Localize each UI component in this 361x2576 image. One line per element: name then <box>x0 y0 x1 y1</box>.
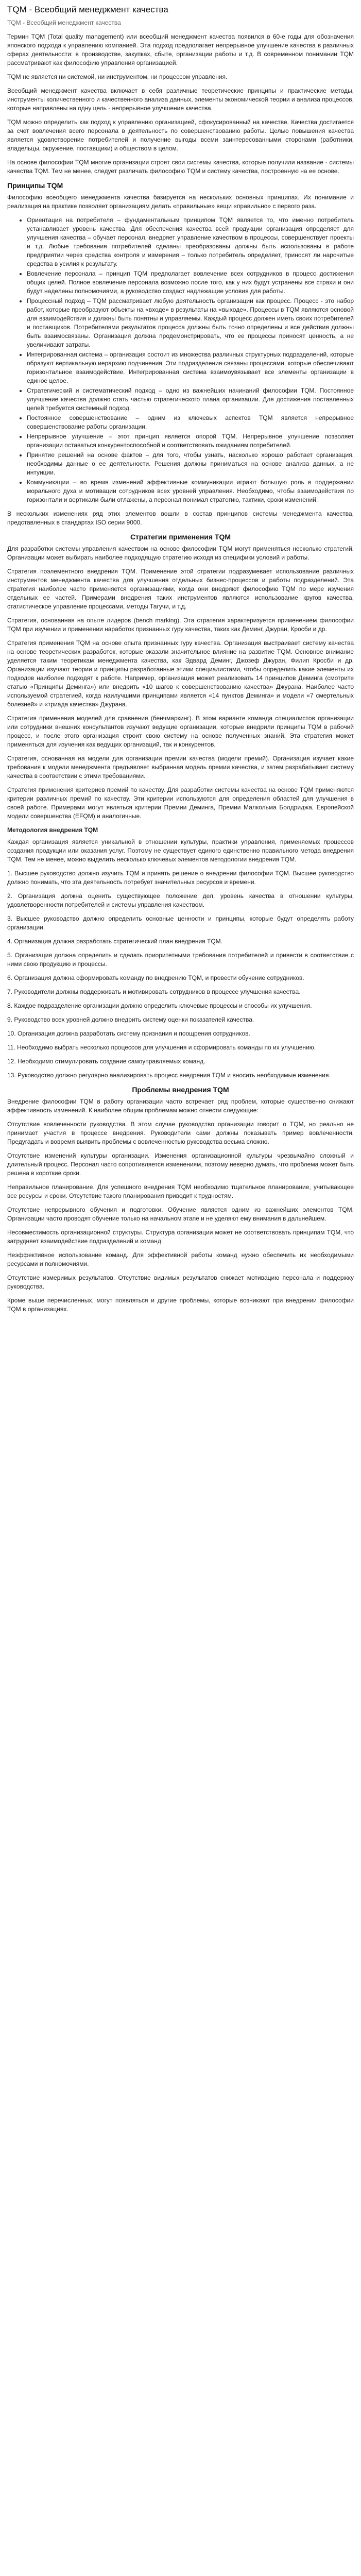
problem-paragraph: Отсутствие вовлеченности руководства. В этом случае руководство организации говорит о TQM, но реально не принимает участия в процессе внедрения. Руководители сами должны показывать пример вовлеченности. Предугадать и вовремя выявить проблемы с вовлеченностью руководства весьма сложно. <box>7 1121 354 1145</box>
page-title: TQM - Всеобщий менеджмент качества <box>7 5 168 14</box>
methodology-step: 1. Высшее руководство должно изучить TQM и принять решение о внедрении философии TQM. Высшее руководство должно понимать, что эта деятельность потребует значительных ресурсов и времени. <box>7 870 354 886</box>
problem-paragraph: Несовместимость организационной структуры. Структура организации может не соответствовать принципам TQM, что затрудняет взаимодействие подразделений и команд. <box>7 1229 354 1245</box>
intro-paragraph: TQM можно определить как подход к управлению организацией, сфокусированный на качестве. Качества достигается за счет вовлечения всего персонала в деятельность по совершенствованию работы. Целью повышения качества является удовлетворение потребителей и получение выгоды всеми заинтересованными сторонами (работники, владельцы, окружение, поставщики) и обществом в целом. <box>7 118 354 152</box>
intro-paragraph: TQM не является ни системой, ни инструментом, ни процессом управления. <box>7 73 228 80</box>
intro-paragraph: Всеобщий менеджмент качества включает в себя различные теоретические принципы и практические методы, инструменты количественного и качественного анализа данных, элементы экономической теории и анализа процессов, которые направлены на одну цель - непрерывное улучшение качества. <box>7 87 354 112</box>
methodology-step: 11. Необходимо выбрать несколько процессов для улучшения и сформировать команды по их улучшению. <box>7 1044 316 1051</box>
methodology-intro: Каждая организация является уникальной в отношении культуры, практики управления, применяемых процессов создания продукции или оказания услуг. Поэтому не существует единого единственно правильного метода внедрения TQM. Тем не менее, можно выделить несколько ключевых элементов методологии внедрения TQM. <box>7 838 354 863</box>
methodology-step: 5. Организация должна определить и сделать приоритетными требования потребителей и привести в соответствие с ними свою продукцию и процессы. <box>7 952 354 968</box>
strategy-paragraph: Стратегия применения критериев премий по качеству. Для разработки системы качества на основе TQM применяются критерии различных премий по качеству. Эти критерии используются для определения областей для улучшения в своей работе. Примерами могут являться критерии Премии Деминга, Премии Малкольма Болдриджа, Европейской модели совершенства (EFQM) и аналогичные. <box>7 786 354 820</box>
problem-paragraph: Отсутствие измеримых результатов. Отсутствие видимых результатов снижает мотивацию персонала и поддержку руководства. <box>7 1274 354 1290</box>
methodology-step: 2. Организация должна оценить существующее положение дел, уровень качества в отношении культуры, удовлетворенности потребителей и системы управления качеством. <box>7 892 354 908</box>
list-item: • Вовлечение персонала – принцип TQM предполагает вовлечение всех сотрудников в процесс достижения общих целей. Полное вовлечение персонала возможно после того, как у них будут устранены все страхи и они будут наделены полномочиями, а руководство создаст надлежащие условия для работы. <box>27 269 354 296</box>
methodology-step: 6. Организация должна сформировать команду по внедрению TQM, и провести обучение сотрудников. <box>7 974 304 981</box>
methodology-step: 9. Руководство всех уровней должно внедрить систему оценки показателей качества. <box>7 1016 254 1023</box>
section-heading-strategies: Стратегии применения TQM <box>130 533 231 541</box>
list-item: • Стратегический и систематический подход – одно из важнейших начинаний философии TQM. Постоянное улучшение качества должно стать частью стратегического плана организации. Для достижения поставленных целей требуется системный подход. <box>27 386 354 413</box>
methodology-step: 10. Организация должна разработать систему признания и поощрения сотрудников. <box>7 1030 250 1037</box>
list-item: • Принятие решений на основе фактов – для того, чтобы узнать, насколько хорошо работает организация, необходимы данные о ее деятельности. Решения должны приниматься на основе анализа данных, а не интуиции. <box>27 451 354 477</box>
section-heading-problems: Проблемы внедрения TQM <box>132 1086 229 1094</box>
strategy-paragraph: Стратегия, основанная на модели для организации премии качества (модели премий). Организация изучает какие требования к модели менеджмента предъявляет выбранная модель премии качества, и затем разрабатывает систему качества в соответствии с этими требованиями. <box>7 755 354 779</box>
list-item: • Ориентация на потребителя – фундаментальным принципом TQM является то, что именно потребитель устанавливает уровень качества. Для обеспечения качества всей продукции организация определяет для улучшения качества – обучает персонал, внедряет управление качеством в процессы, совершенствует проекты и т.д. Любые требования потребителей сделаны преобразованы должны быть использованы в работе предприятии через средства контроля и измерения – только потребитель определяет, приносят ли нарочитые средства в усилия к результату. <box>27 216 354 268</box>
principles-intro: Философию всеобщего менеджмента качества базируется на нескольких основных принципах. Их понимание и реализация на практике позволяет организациям делать «правильные» вещи «правильно» с первого раза. <box>7 194 354 210</box>
methodology-step: 13. Руководство должно регулярно анализировать процесс внедрения TQM и вносить необходимые изменения. <box>7 1072 331 1079</box>
principles-list <box>7 216 354 504</box>
problem-paragraph: Кроме выше перечисленных, могут появляться и другие проблемы, которые возникают при внедрении философии TQM в организациях. <box>7 1297 354 1313</box>
strategy-paragraph: Стратегия, основанная на опыте лидеров (bench marking). Эта стратегия характеризуется применением философии TQM при изучении и применении наработок признанных гуру качества, таких как Деминг, Джуран, Кросби и др. <box>7 617 354 633</box>
problem-paragraph: Неэффективное использование команд. Для эффективной работы команд нужно обеспечить их необходимыми ресурсами и полномочиями. <box>7 1251 354 1267</box>
section-heading-methodology: Методология внедрения TQM <box>7 826 98 834</box>
problem-paragraph: Отсутствие изменений культуры организации. Изменения организационной культуры чрезвычайно сложный и длительный процесс. Персонал часто сопротивляется изменениям, поэтому неверно думать, что проблема может быть решена в короткие сроки. <box>7 1152 354 1177</box>
list-item: • Непрерывное улучшение – этот принцип является опорой TQM. Непрерывное улучшение позволяет организации оставаться конкурентоспособной и соответствовать ожиданиям потребителей. <box>27 432 354 450</box>
problem-paragraph: Отсутствие непрерывного обучения и подготовки. Обучение является одним из важнейших элементов TQM. Организации часто проводят обучение только на начальном этапе и не уделяют ему внимания в дальнейшем. <box>7 1206 354 1222</box>
methodology-step: 8. Каждое подразделение организации должно определить ключевые процессы и способы их улучшения. <box>7 1002 312 1009</box>
section-heading-principles: Принципы TQM <box>7 181 63 190</box>
intro-paragraph: На основе философии TQM многие организации строят свои системы качества, которые получили название - системы качества TQM. Тем не менее, следует различать философию TQM и систему качества, построенную на ее основе. <box>7 159 354 175</box>
list-item: • Коммуникации – во время изменений эффективные коммуникации играют большую роль в поддержании морального духа и мотивации сотрудников всех уровней управления. Необходимо, чтобы взаимодействия по горизонтали и вертикали были отлажены, а персонал понимал стратегию, тактики, сроки изменений. <box>27 478 354 504</box>
principles-outro: В нескольких изменениях ряд этих элементов вошли в состав принципов системы менеджмента качества, представленных в стандартах ISO серии 9000. <box>7 510 354 526</box>
strategy-paragraph: Стратегия применения TQM на основе опыта признанных гуру качества. Организация выстраивает систему качества на основе теоретических разработок, которые оказали значительное влияние на развитие TQM. Основное внимание уделяется таким теоретикам менеджмента качества, как Эдвард Деминг, Джозеф Джуран, Филип Кросби и др. Организации изучают теории и принципы разработанные этими специалистами, чтобы определить какие элементы их подходов наиболее подходят к работе. Например, организация может реализовать 14 принципов Деминга (смотрите статью «Принципы Деминга») или внедрить «10 шагов к совершенствованию качества» Джурана. Наиболее часто используемой стратегией, когда наилучшими принципами является «14 пунктов Деминга» и модели «7 смертельных болезней» и «триада качества» Джурана. <box>7 639 354 708</box>
methodology-step: 12. Необходимо стимулировать создание самоуправляемых команд. <box>7 1058 205 1065</box>
problem-paragraph: Неправильное планирование. Для успешного внедрения TQM необходимо тщательное планирование, учитывающее все ресурсы и сроки. Отсутствие такого планирования приводит к трудностям. <box>7 1183 354 1199</box>
list-item: • Интегрированная система – организация состоит из множества различных структурных подразделений, которые образуют вертикальную иерархию подчинения. Эти подразделения связаны процессами, которые обеспечивают горизонтальное взаимодействие. Интегрированная система взаимоувязывает все элементы организации в единое целое. <box>27 350 354 385</box>
methodology-step: 7. Руководители должны поддерживать и мотивировать сотрудников в процессе улучшения качества. <box>7 988 301 995</box>
methodology-step: 4. Организация должна разработать стратегический план внедрения TQM. <box>7 938 222 945</box>
intro-paragraph: Термин TQM (Total quality management) или всеобщий менеджмент качества появился в 60-е годы для обозначения японского подхода к управлению компанией. Эта подход предполагает непрерывное улучшение качества в различных сферах деятельности: в производстве, закупках, сбыте, организации работы и т.д. В современном понимании TQM рассматривают как философию управления организацией. <box>7 33 354 66</box>
strategy-paragraph: Стратегия применения моделей для сравнения (бенчмаркинг). В этом варианте команда специалистов организации или сотрудники внешних консультантов изучают ведущие организации, которые внедрили принципы TQM в рабочий процесс, и после этого организация строит свою систему на основе полученных знаний. Эта стратегия может применяться для изучения как ведущих организаций, так и конкурентов. <box>7 715 354 748</box>
list-item: • Постоянное совершенствование – одним из ключевых аспектов TQM является непрерывное совершенствование работы организации. <box>27 414 354 431</box>
breadcrumb: TQM - Всеобщий менеджмент качества <box>7 19 121 26</box>
methodology-step: 3. Высшее руководство должно определить основные ценности и принципы, которые будут определять работу организации. <box>7 915 354 931</box>
strategy-paragraph: Стратегия поэлементного внедрения TQM. Применение этой стратегии подразумевает использование различных инструментов менеджмента качества для улучшения отдельных бизнес-процессов и работы подразделений. Эта стратегия наиболее часто применяется организациями, когда они внедряют философию TQM по мере изучения отдельных ее частей. Примерами внедрения таких инструментов являются использование кругов качества, статистическое управление процессами, методы Тагучи, и т.д. <box>7 568 354 610</box>
list-item: • Процессный подход – TQM рассматривает любую деятельность организации как процесс. Процесс - это набор работ, которые преобразуют объекты на «входе» в результаты на «выходе». Процессы в TQM являются основой для взаимодействия и должны быть понятны и управляемы. Каждый процесс должен иметь своих потребителей и поставщиков. Потребителями результатов процесса должны быть точно определены и все действия должны быть взаимосвязаны. Организация должна продемонстрировать, что ее процессы приносят ценность, а не увеличивают затраты. <box>27 297 354 349</box>
problem-paragraph: Внедрение философии TQM в работу организации часто встречает ряд проблем, которые существенно снижают эффективность изменений. К наиболее общим проблемам можно отнести следующие: <box>7 1098 354 1114</box>
strategy-paragraph: Для разработки системы управления качеством на основе философии TQM могут применяться несколько стратегий. Организации может выбирать наиболее подходящую стратегию исходя из специфики условий и работы. <box>7 545 354 561</box>
